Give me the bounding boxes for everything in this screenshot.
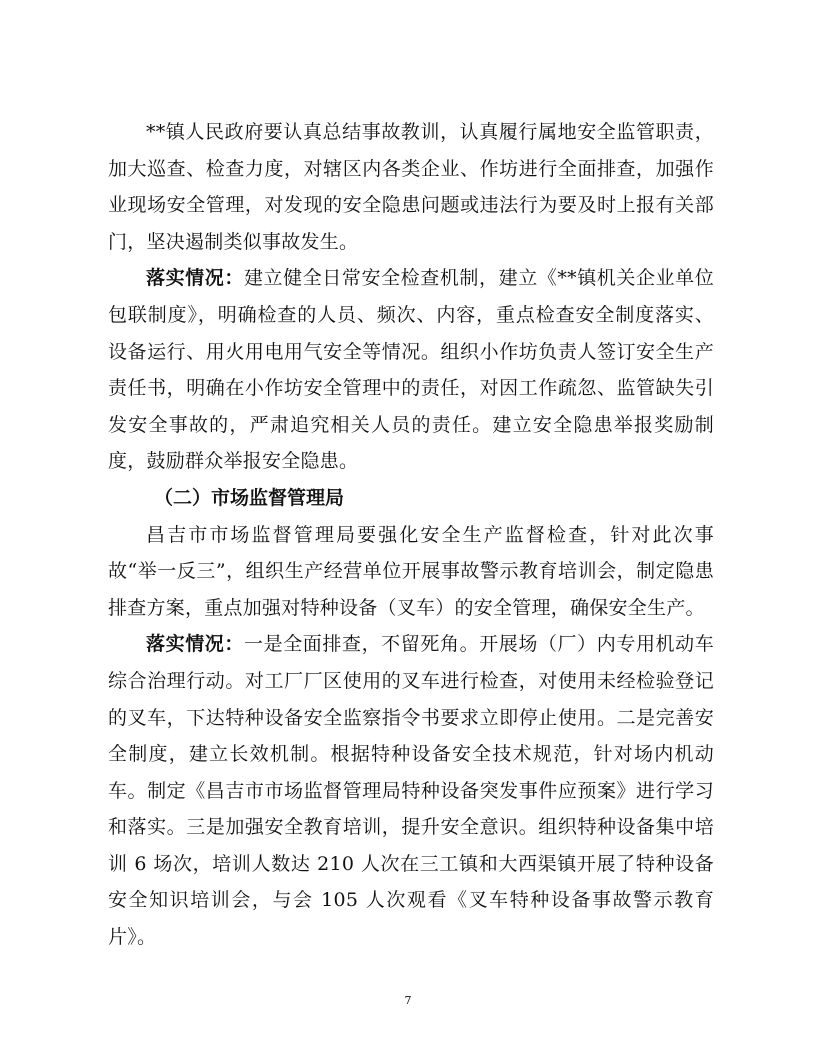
paragraph-text: 建立健全日常安全检查机制，建立《**镇机关企业单位包联制度》，明确检查的人员、频次、内容，重点检查安全制度落实、设备运行、用火用电用气安全等情况。组织小作坊负责人签订安全生产责任书，明确在小作坊安全管理中的责任，对因工作疏忽、监管缺失引发安全事故的，严肃追究相关人员的责任。建立安全隐患举报奖励制度，鼓励群众举报安全隐患。 — [108, 267, 714, 473]
page-number: 7 — [404, 994, 412, 1007]
section-heading-market-supervision: （二）市场监督管理局 — [154, 486, 345, 509]
paragraph-text: **镇人民政府要认真总结事故教训，认真履行属地安全监管职责，加大巡查、检查力度，对辖区内各类企业、作坊进行全面排查，加强作业现场安全管理，对发现的安全隐患问题或违法行为要及时上报有关部门，坚决遏制类似事故发生。 — [108, 121, 714, 253]
document-body — [108, 114, 714, 956]
paragraph-market-bureau — [108, 517, 714, 627]
implementation-label: 落实情况： — [146, 633, 244, 656]
implementation-label: 落实情况： — [146, 267, 244, 290]
paragraph-town-government — [108, 114, 714, 260]
paragraph-text: 一是全面排查，不留死角。开展场（厂）内专用机动车综合治理行动。对工厂厂区使用的叉车进行检查，对使用未经检验登记的叉车，下达特种设备安全监察指令书要求立即停止使用。二是完善安全制度，建立长效机制。根据特种设备安全技术规范，针对场内机动车。制定《昌吉市市场监督管理局特种设备突发事件应预案》进行学习和落实。三是加强安全教育培训，提升安全意识。组织特种设备集中培训 6 场次，培训人数达 210 人次在三工镇和大西渠镇开展了特种设备安全知识培训会，与会 105 人次观看《叉车特种设备事故警示教育片》。 — [108, 633, 714, 949]
paragraph-implementation-town — [108, 260, 714, 480]
paragraph-implementation-market — [108, 626, 714, 955]
paragraph-text: 昌吉市市场监督管理局要强化安全生产监督检查，针对此次事故“举一反三”，组织生产经营单位开展事故警示教育培训会，制定隐患排查方案，重点加强对特种设备（叉车）的安全管理，确保安全生产。 — [108, 523, 714, 619]
